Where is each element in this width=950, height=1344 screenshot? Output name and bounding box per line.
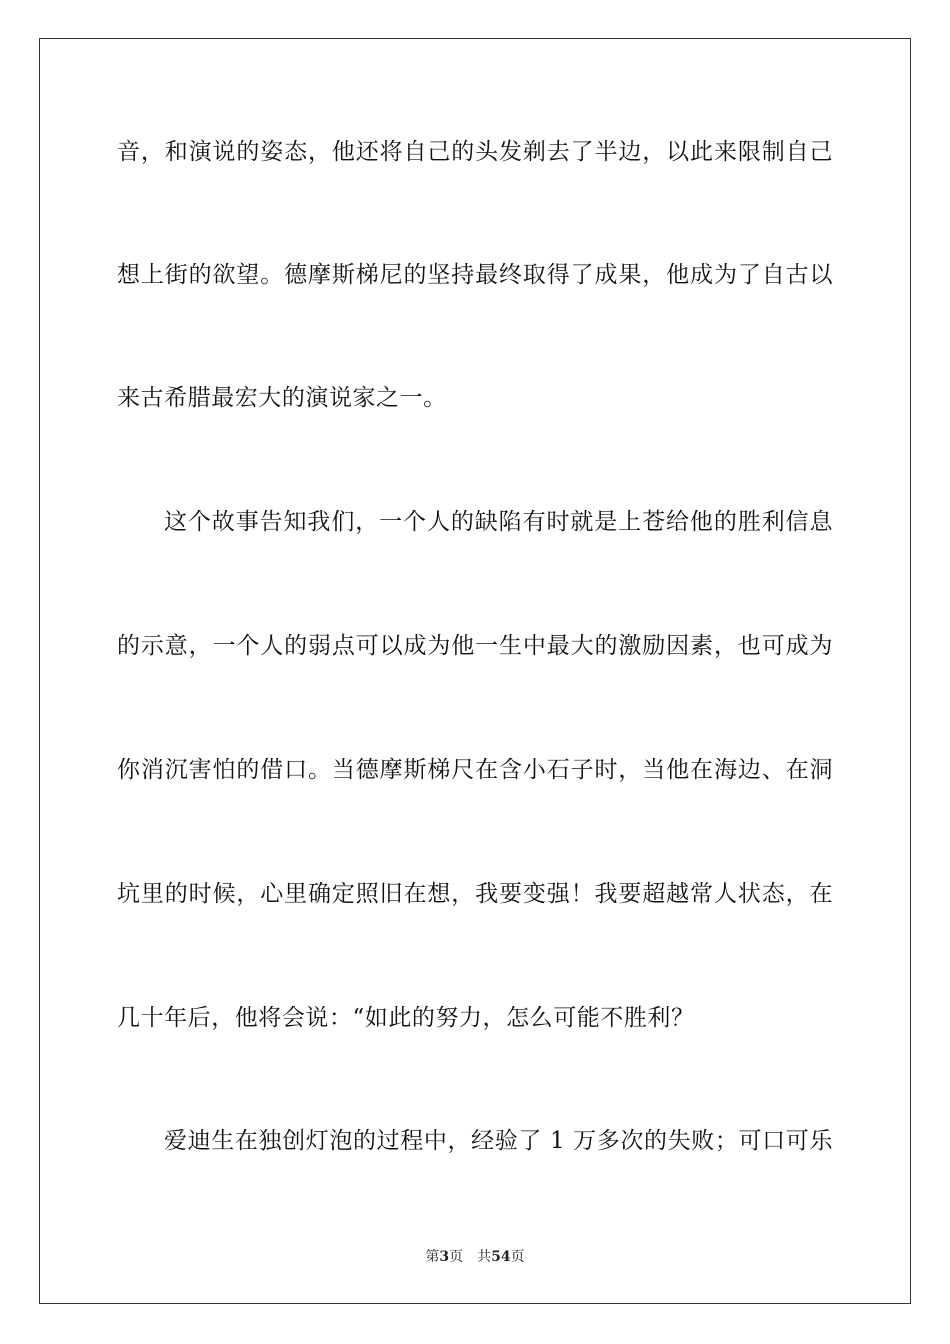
page-prefix: 第 (425, 1249, 440, 1265)
page-suffix: 页 (449, 1249, 464, 1265)
paragraph-first-line: 这个故事告知我们，一个人的缺陷有时就是上苍给他的胜利信息 (164, 509, 833, 535)
text-line: 的示意，一个人的弱点可以成为他一生中最大的激励因素，也可成为 (117, 633, 833, 659)
total-suffix: 页 (510, 1249, 525, 1265)
text-line: 你消沉害怕的借口。当德摩斯梯尺在含小石子时，当他在海边、在洞 (117, 757, 833, 783)
paragraph-first-line: 爱迪生在独创灯泡的过程中，经验了 1 万多次的失败；可口可乐 (164, 1128, 833, 1154)
total-prefix: 共 (477, 1249, 492, 1265)
text-line: 音，和演说的姿态，他还将自己的头发剃去了半边，以此来限制自己 (117, 139, 833, 165)
text-line: 几十年后，他将会说：“如此的努力，怎么可能不胜利？ (117, 1005, 695, 1031)
text-line: 来古希腊最宏大的演说家之一。 (117, 385, 447, 411)
page-number: 3 (439, 1249, 450, 1265)
page-footer (0, 1248, 950, 1266)
text-line: 想上街的欲望。德摩斯梯尼的坚持最终取得了成果，他成为了自古以 (117, 262, 833, 288)
total-pages: 54 (491, 1249, 511, 1265)
page-border (39, 38, 911, 1304)
text-line: 坑里的时候，心里确定照旧在想，我要变强！我要超越常人状态，在 (117, 881, 833, 907)
